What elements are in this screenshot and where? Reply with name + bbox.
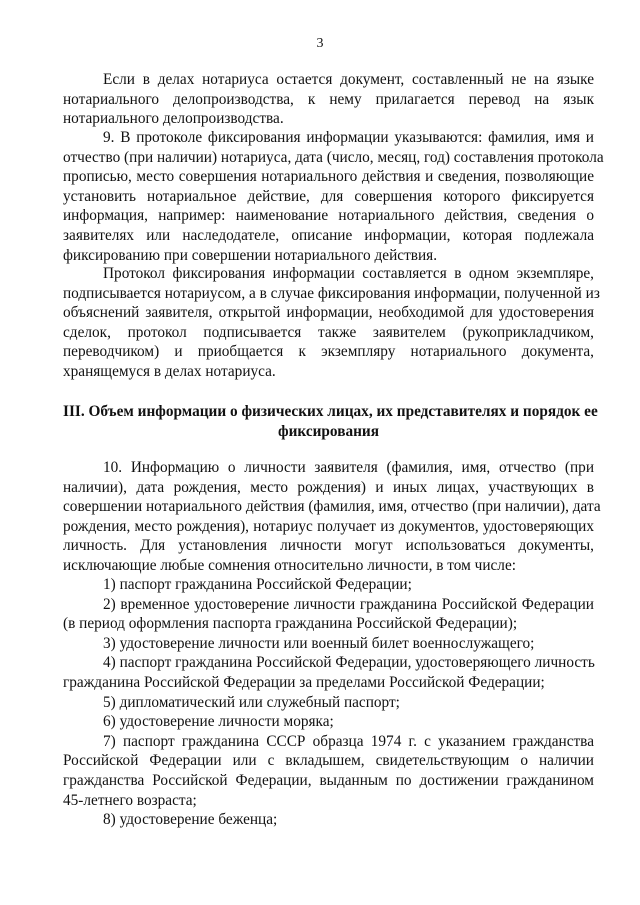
text-line: 9. В протоколе фиксирования информации указываются: фамилия, имя и [103,129,594,146]
paragraph-translation [63,70,594,129]
section-heading [63,402,598,441]
text-line: Протокол фиксирования информации составляется в одном экземпляре, [103,265,594,282]
text-line: фиксированию при совершении нотариального действия. [63,246,438,264]
text-line: (в период оформления паспорта гражданина Российской Федерации); [63,615,518,633]
text-line: гражданина Российской Федерации за пределами Российской Федерации; [63,673,545,691]
text-line: нотариального делопроизводства. [63,110,284,128]
document-list [63,575,594,830]
text-line: 45-летнего возраста; [63,791,197,809]
text-line: информация, например: наименование нотариального действия, сведения о [63,207,594,225]
page-number: 3 [316,36,324,51]
text-line: Российской Федерации или с вкладышем, свидетельствующим о наличии [63,752,594,770]
list-item: 6) удостоверение личности моряка; [103,713,334,731]
text-line: объяснений заявителя, открытой информации, необходимой для удостоверения [63,304,594,322]
text-line: отчество (при наличии) нотариуса, дата (число, месяц, год) составления протокола [63,148,604,166]
text-line: гражданства Российской Федерации, выданным по достижении гражданином [63,771,594,789]
text-line: Если в делах нотариуса остается документ, составленный не на языке [103,71,594,88]
text-line: хранящемуся в делах нотариуса. [63,362,276,380]
list-item: 8) удостоверение беженца; [103,811,278,829]
list-item: 5) дипломатический или служебный паспорт; [103,693,400,711]
text-line: переводчиком) и приобщается к экземпляру нотариального документа, [63,343,594,361]
list-item: 3) удостоверение личности или военный билет военнослужащего; [103,634,535,652]
text-line: 10. Информацию о личности заявителя (фамилия, имя, отчество (при [103,459,594,476]
list-item: 2) временное удостоверение личности гражданина Российской Федерации [103,595,594,613]
paragraph-10 [63,458,601,576]
text-line: совершении нотариального действия (фамилия, имя, отчество (при наличии), дата [63,498,601,516]
text-line: заявителях или наследодателе, описание информации, которая подлежала [63,226,594,244]
text-line: исключающие любые сомнения относительно личности, в том числе: [63,556,516,574]
heading-line: III. Объем информации о физических лицах, их представителях и порядок ее [63,403,598,420]
list-item: 1) паспорт гражданина Российской Федерации; [103,576,412,593]
list-item: 7) паспорт гражданина СССР образца 1974 г. с указанием гражданства [103,732,594,750]
text-line: прописью, место совершения нотариального действия и сведения, позволяющие [63,168,594,186]
text-line: нотариального делопроизводства, к нему прилагается перевод на язык [63,90,594,108]
text-line: подписывается нотариусом, а в случае фиксирования информации, полученной из [63,284,600,302]
text-line: установить нотариальное действие, для совершения которого фиксируется [63,187,594,205]
list-item: 4) паспорт гражданина Российской Федерации, удостоверяющего личность [103,654,595,672]
text-line: личность. Для установления личности могут использоваться документы, [63,537,594,555]
paragraph-protocol [63,264,600,382]
heading-line: фиксирования [277,422,380,440]
paragraph-9 [63,128,604,265]
text-line: рождения, место рождения), нотариус получает из документов, удостоверяющих [63,517,594,535]
text-line: наличии), дата рождения, место рождения) и иных лицах, участвующих в [63,478,594,496]
text-line: сделок, протокол подписывается также заявителем (рукоприкладчиком, [63,323,594,341]
